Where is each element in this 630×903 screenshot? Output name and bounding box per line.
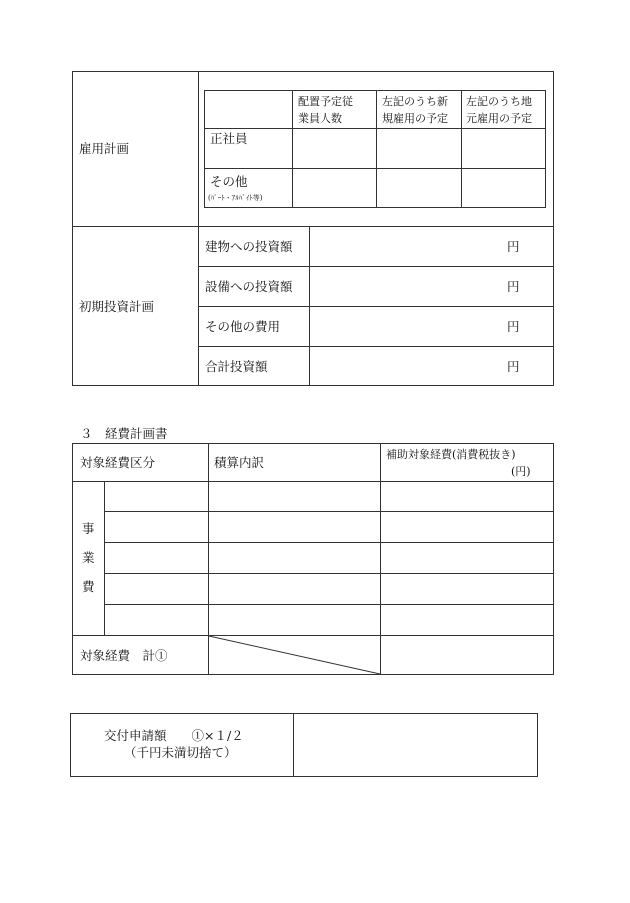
project-label-2: 業 (82, 550, 95, 565)
planned-staff-header: 配置予定従 (298, 95, 353, 108)
expense-item-cell[interactable] (105, 512, 208, 542)
expense-amount-cell[interactable] (381, 512, 554, 542)
yen-unit: 円 (507, 359, 520, 374)
fulltime-new-cell[interactable] (377, 129, 461, 168)
expense-amount-cell[interactable] (381, 574, 554, 604)
breakdown-header: 積算内訳 (214, 455, 265, 470)
yen-unit: 円 (507, 319, 520, 334)
other-local-cell[interactable] (462, 169, 546, 208)
project-label-1: 事 (82, 521, 95, 536)
equipment-investment-amount[interactable] (310, 267, 554, 306)
expense-item-cell[interactable] (105, 605, 208, 635)
expense-amount-cell[interactable] (381, 605, 554, 635)
total-investment-label: 合計投資額 (205, 359, 268, 374)
expense-breakdown-cell[interactable] (209, 543, 380, 573)
expense-breakdown-cell[interactable] (209, 482, 380, 511)
local-hire-header-2: 元雇用の予定 (466, 112, 532, 125)
expense-section-title: ３ 経費計画書 (80, 426, 168, 441)
building-investment-amount[interactable] (310, 227, 554, 266)
fulltime-planned-cell[interactable] (293, 129, 376, 168)
expense-breakdown-cell[interactable] (209, 512, 380, 542)
new-hire-header: 左記のうち新 (382, 95, 448, 108)
total-expense-label: 対象経費 計① (80, 648, 168, 663)
subsidy-header: 補助対象経費(消費税抜き) (386, 448, 516, 461)
expense-amount-cell[interactable] (381, 543, 554, 573)
other-cost-label: その他の費用 (205, 319, 281, 334)
equipment-investment-label: 設備への投資額 (205, 279, 293, 294)
plan-table-divider (198, 71, 199, 386)
building-investment-label: 建物への投資額 (205, 239, 293, 254)
total-investment-amount[interactable] (310, 347, 554, 386)
employment-plan-label: 雇用計画 (79, 141, 130, 156)
fulltime-row-label: 正社員 (210, 131, 248, 146)
total-expense-amount[interactable] (381, 636, 554, 675)
grant-rounding-note: （千円未満切捨て） (124, 745, 237, 760)
expense-item-cell[interactable] (105, 543, 208, 573)
expense-amount-cell[interactable] (381, 482, 554, 511)
investment-plan-label: 初期投資計画 (79, 299, 155, 314)
other-row-note: (ﾊﾟｰﾄ・ｱﾙﾊﾞｲﾄ等) (208, 194, 263, 202)
fulltime-local-cell[interactable] (462, 129, 546, 168)
subsidy-header-unit: (円) (511, 465, 531, 478)
expense-breakdown-cell[interactable] (209, 605, 380, 635)
planned-staff-header-2: 業員人数 (298, 112, 342, 125)
other-planned-cell[interactable] (293, 169, 376, 208)
other-new-cell[interactable] (377, 169, 461, 208)
yen-unit: 円 (507, 239, 520, 254)
project-label-3: 費 (82, 579, 95, 594)
expense-item-cell[interactable] (105, 574, 208, 604)
expense-item-cell[interactable] (105, 482, 208, 511)
grant-amount-value[interactable] (294, 714, 537, 776)
other-cost-amount[interactable] (310, 307, 554, 346)
yen-unit: 円 (507, 279, 520, 294)
expense-breakdown-cell[interactable] (209, 574, 380, 604)
category-header: 対象経費区分 (80, 455, 156, 470)
local-hire-header: 左記のうち地 (466, 95, 532, 108)
new-hire-header-2: 規雇用の予定 (382, 112, 448, 125)
total-diagonal-line (208, 635, 381, 675)
other-row-label: その他 (210, 174, 248, 189)
grant-amount-label: 交付申請額 ①×１/２ (104, 728, 244, 743)
